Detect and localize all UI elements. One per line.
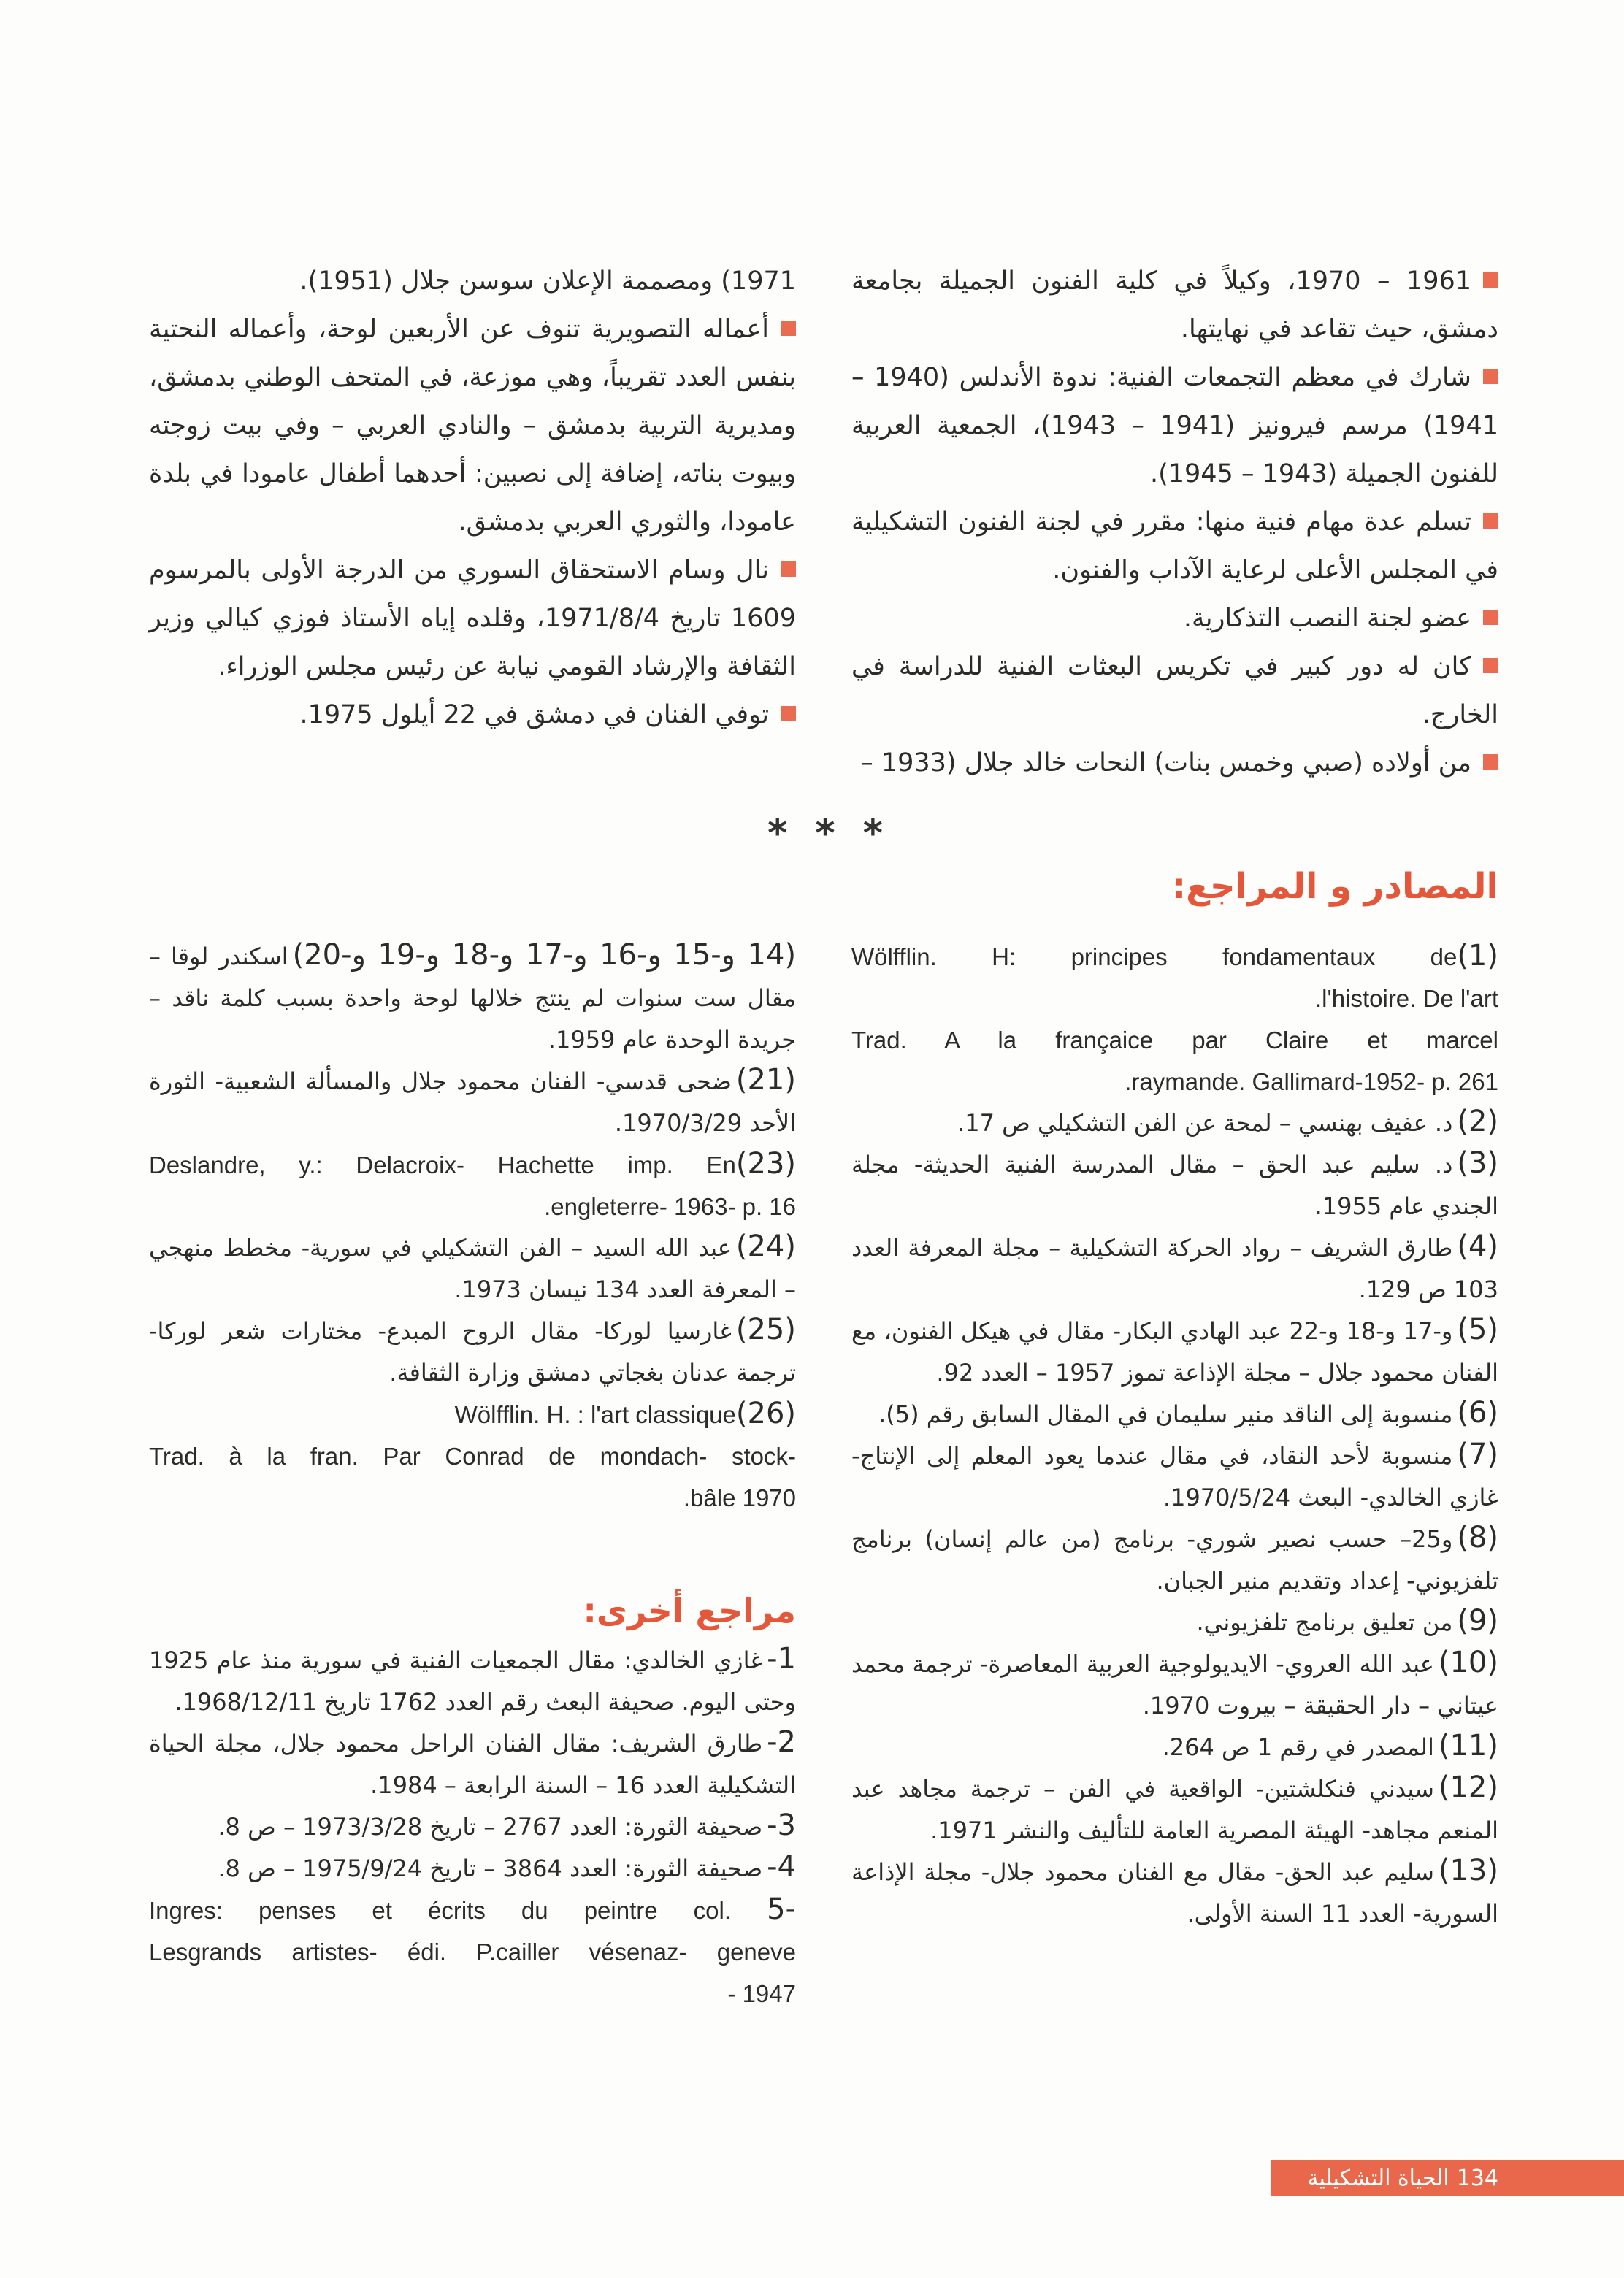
reference-line: .engleterre- 1963- p. 16 [544,1193,796,1220]
bio-column-right [851,257,1498,787]
reference-item [851,1102,1498,1144]
bio-item [851,498,1498,594]
reference-text: و-17 و-18 و-22 عبد الهادي البكار- مقال في هيكل الفنون، مع الفنان محمود جلال – مجلة الإذاعة تموز 1957 – العدد 92. [851,1317,1498,1387]
reference-number: (6) [1457,1396,1498,1430]
other-reference-item [149,1640,796,1723]
reference-item [851,1394,1498,1435]
reference-number: (5) [1457,1313,1499,1346]
reference-number: (4) [1457,1230,1498,1263]
reference-text: د. سليم عبد الحق – مقال المدرسة الفنية الحديثة- مجلة الجندي عام 1955. [851,1151,1498,1220]
reference-text: منسوبة لأحد النقاد، في مقال عندما يعود المعلم إلى الإنتاج- غازي الخالدي- البعث 1970/5/24. [851,1442,1498,1511]
reference-text: Wölfflin. H. : l'art classique [454,1401,736,1428]
reference-number: (21) [735,1063,796,1097]
reference-number: (26) [735,1397,796,1430]
bio-item-text: من أولاده (صبي وخمس بنات) النحات خالد جلال (1933 – [860,748,1471,778]
magazine-name: الحياة التشكيلية [1307,2165,1449,2191]
reference-item [851,1227,1498,1311]
reference-text: صحيفة الثورة: العدد 2767 – تاريخ 1973/3/28 – ص 8. [218,1813,763,1841]
reference-number: (14 و-15 و-16 و-17 و-18 و-19 و-20) [292,938,797,972]
reference-item [851,1644,1498,1727]
reference-item [149,1227,796,1311]
reference-text: صحيفة الثورة: العدد 3864 – تاريخ 1975/9/24 – ص 8. [218,1855,763,1882]
square-bullet-icon [1483,658,1498,673]
reference-line: Trad. à la fran. Par Conrad de mondach- stock- [149,1443,796,1470]
reference-number: (12) [1438,1771,1498,1804]
reference-number: (3) [1457,1146,1498,1180]
reference-number: (11) [1438,1729,1498,1763]
square-bullet-icon [781,321,796,336]
reference-text: ضحى قدسي- الفنان محمود جلال والمسألة الشعبية- الثورة الأحد 1970/3/29. [149,1067,796,1137]
reference-text: اسكندر لوقا – مقال ست سنوات لم ينتج خلالها لوحة واحدة بسبب كلمة ناقد – جريدة الوحدة عام 1959. [149,943,796,1054]
reference-item [851,1727,1498,1768]
reference-number: 3- [767,1809,796,1842]
square-bullet-icon [1483,610,1498,625]
reference-line: .raymande. Gallimard-1952- p. 261 [1125,1068,1498,1095]
reference-text: سيدني فنكلشتين- الواقعية في الفن – ترجمة مجاهد عبد المنعم مجاهد- الهيئة المصرية العامة للتأليف والنشر 1971. [851,1775,1498,1844]
reference-number: 1- [767,1642,796,1676]
reference-number: (7) [1457,1438,1498,1471]
reference-text: غازي الخالدي: مقال الجمعيات الفنية في سورية منذ عام 1925 وحتى اليوم. صحيفة البعث رقم العدد 1762 تاريخ 1968/12/11. [149,1646,796,1716]
bio-item-text: 1971) ومصممة الإعلان سوسن جلال (1951). [299,266,796,296]
reference-item [149,1311,796,1394]
bio-item [851,739,1498,787]
reference-number: (13) [1438,1854,1498,1887]
reference-line: .l'histoire. De l'art [1314,985,1498,1012]
reference-number: 2- [767,1725,796,1759]
reference-text: Ingres: penses et écrits du peintre col. [149,1897,767,1924]
square-bullet-icon [1483,513,1498,529]
sources-column-right [851,936,1498,1935]
reference-number: 4- [767,1850,796,1884]
reference-item [851,1519,1498,1602]
section-separator: * * * [767,812,890,856]
reference-text: د. عفيف بهنسي – لمحة عن الفن التشكيلي ص 17. [957,1109,1453,1137]
reference-line [149,1144,796,1186]
reference-item [851,1144,1498,1227]
square-bullet-icon [781,561,796,577]
bio-item [149,546,796,691]
bio-item-text: شارك في معظم التجمعات الفنية: ندوة الأندلس (1940 – 1941) مرسم فيرونيز (1941 – 1943)، الجمعية العربية للفنون الجميلة (1943 – 1945). [851,363,1498,488]
bio-item-text: أعماله التصويرية تنوف عن الأربعين لوحة، وأعماله النحتية بنفس العدد تقريباً، وهي موزعة، في المتحف الوطني بدمشق، ومديرية التربية بدمشق – والنادي العربي – وفي بيت زوجته وبيوت بناته، إضافة إلى نصبين: أحدهما أطفال عامودا في بلدة عامودا، والثوري العربي بدمشق. [149,315,796,537]
other-reference-item [149,1723,796,1806]
bio-item-continuation [149,257,796,305]
bio-item-text: كان له دور كبير في تكريس البعثات الفنية للدراسة في الخارج. [851,652,1498,729]
reference-text: منسوبة إلى الناقد منير سليمان في المقال السابق رقم (5). [878,1400,1453,1428]
bio-item-text: توفي الفنان في دمشق في 22 أيلول 1975. [299,700,769,729]
square-bullet-icon [1483,754,1498,770]
reference-number: (23) [735,1147,796,1181]
reference-line [149,1394,796,1435]
reference-number: (1) [1457,939,1498,973]
reference-number: (9) [1457,1604,1498,1638]
reference-item [851,1435,1498,1519]
other-reference-item [149,1848,796,1890]
bio-item-text: تسلم عدة مهام فنية منها: مقرر في لجنة الفنون التشكيلية في المجلس الأعلى لرعاية الآداب والفنون. [851,507,1498,585]
bio-item [149,691,796,739]
reference-text: غارسيا لوركا- مقال الروح المبدع- مختارات شعر لوركا- ترجمة عدنان بغجاتي دمشق وزارة الثقافة. [149,1317,796,1387]
bio-item [851,353,1498,498]
reference-number: (10) [1438,1646,1498,1679]
reference-text: و25– حسب نصير شوري- برنامج (من عالم إنسان) برنامج تلفزيوني- إعداد وتقديم منير الجبان. [851,1525,1498,1595]
sources-column-left [149,936,796,2014]
reference-text: عبد الله العروي- الايديولوجية العربية المعاصرة- ترجمة محمد عيتاني – دار الحقيقة – بيروت 1970. [851,1650,1498,1719]
reference-item [851,1602,1498,1644]
reference-item [851,1852,1498,1935]
bio-item-text: 1961 – 1970، وكيلاً في كلية الفنون الجميلة بجامعة دمشق، حيث تقاعد في نهايتها. [851,266,1498,344]
bio-item [851,257,1498,353]
reference-line [851,936,1498,978]
reference-text: المصدر في رقم 1 ص 264. [1162,1733,1434,1761]
reference-text: عبد الله السيد – الفن التشكيلي في سورية- مخطط منهجي – المعرفة العدد 134 نيسان 1973. [149,1234,796,1303]
page-number: 134 [1456,2165,1498,2191]
bio-item-text: عضو لجنة النصب التذكارية. [1183,604,1471,633]
reference-text: Deslandre, y.: Delacroix- Hachette imp. En [149,1151,736,1178]
reference-item [149,1144,796,1227]
reference-item [851,936,1498,1102]
reference-line: - 1947 [727,1980,796,2007]
other-reference-item [149,1890,796,2014]
bio-column-left [149,257,796,739]
reference-text: من تعليق برنامج تلفزيوني. [1196,1608,1453,1636]
sources-heading: المصادر و المراجع: [1171,866,1498,907]
reference-item [851,1311,1498,1394]
reference-text: طارق الشريف: مقال الفنان الراحل محمود جلال، مجلة الحياة التشكيلية العدد 16 – السنة الرابعة – 1984. [149,1730,796,1799]
bio-item [149,305,796,546]
square-bullet-icon [1483,369,1498,384]
bio-item [851,643,1498,739]
reference-line [149,1890,796,1931]
square-bullet-icon [1483,272,1498,288]
other-reference-item [149,1806,796,1848]
reference-text: سليم عبد الحق- مقال مع الفنان محمود جلال- مجلة الإذاعة السورية- العدد 11 السنة الأولى. [851,1858,1498,1928]
reference-item [149,1394,796,1519]
reference-number: (2) [1457,1105,1498,1138]
reference-number: 5- [767,1892,796,1926]
reference-item [149,1061,796,1144]
reference-text: طارق الشريف – رواد الحركة التشكيلية – مجلة المعرفة العدد 103 ص 129. [851,1234,1498,1303]
reference-line: .bâle 1970 [683,1484,796,1511]
bio-item [851,594,1498,643]
bio-item-text: نال وسام الاستحقاق السوري من الدرجة الأولى بالمرسوم 1609 تاريخ 1971/8/4، وقلده إياه الأستاذ فوزي كيالي وزير الثقافة والإرشاد القومي نيابة عن رئيس مجلس الوزراء. [149,556,796,681]
reference-item [149,936,796,1061]
square-bullet-icon [781,706,796,721]
reference-number: (24) [735,1230,796,1263]
reference-number: (8) [1457,1521,1498,1554]
reference-line: Trad. A la françaice par Claire et marcel [851,1027,1498,1054]
other-references-heading: مراجع أخرى: [583,1591,796,1630]
page-footer-bar [1271,2160,1624,2196]
reference-line: Lesgrands artistes- édi. P.cailler vésenaz- geneve [149,1938,796,1966]
reference-item [851,1768,1498,1852]
reference-number: (25) [735,1313,796,1346]
reference-text: Wölfflin. H: principes fondamentaux de [851,943,1458,970]
